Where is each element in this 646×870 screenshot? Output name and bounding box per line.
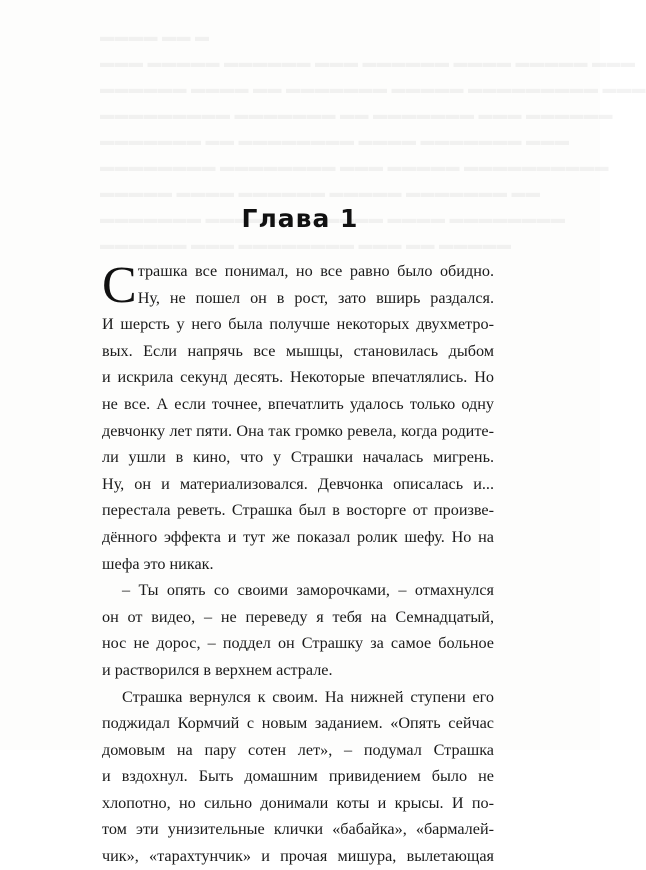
text-line: и растворился в верхнем астрале. (102, 660, 333, 679)
show-through-line (100, 129, 500, 155)
show-through-line (100, 77, 500, 103)
text-line: и искрила секунд десять. Некоторые впечатлялись. Но (102, 368, 494, 387)
text-line: и вздохнул. Быть домашним привидением было не (102, 767, 494, 786)
text-line: – Ты опять со своими заморочками, – отмахнулся (122, 581, 494, 600)
text-line: шефа это никак. (102, 554, 214, 573)
body-text (102, 258, 494, 870)
text-line: не все. А если точнее, впечатлить удалось только одну (102, 394, 494, 413)
text-line: Ну, не пошел он в рост, зато вширь раздался. (137, 288, 494, 307)
paragraph-opening (102, 257, 494, 314)
text-line: дённого эффекта и тут же показал ролик шефу. Но на (102, 527, 494, 546)
show-through-line (100, 155, 500, 181)
text-line: хлопотно, но сильно донимали коты и крысы. И по- (102, 793, 494, 812)
show-through-line (100, 233, 500, 259)
text-line: том эти унизительные клички «бабайка», «бармалей- (102, 820, 494, 839)
show-through-line (100, 51, 500, 77)
text-line: вых. Если напрячь все мышцы, становилась дыбом (102, 341, 494, 360)
chapter-title: Глава 1 (241, 204, 359, 233)
text-line: Ну, он и материализовался. Девчонка описалась и... (102, 474, 494, 493)
text-line: девчонку лет пяти. Она так громко ревела, когда родите- (102, 421, 494, 440)
text-line: перестала реветь. Страшка был в восторге от произве- (102, 501, 494, 520)
text-line: домовым на пару сотен лет», – подумал Страшка (102, 740, 494, 759)
text-line: И шерсть у него была получше некоторых двухметро- (102, 315, 494, 334)
text-line: поджидал Кормчий с новым заданием. «Опять сейчас (102, 714, 494, 733)
text-line: трашка все понимал, но все равно было обидно. (137, 262, 494, 280)
show-through-line (100, 25, 500, 51)
text-line: Страшка вернулся к своим. На нижней ступени его (122, 687, 494, 706)
text-line: нос не дорос, – поддел он Страшку за самое больное (102, 634, 494, 653)
show-through-line (100, 103, 500, 129)
text-line: он от видео, – не переведу я тебя на Семнадцатый, (102, 607, 494, 626)
text-line: чик», «тарахтунчик» и прочая мишура, вылетающая (102, 847, 494, 866)
text-line: ли ушли в кино, что у Страшки началась мигрень. (102, 448, 494, 467)
drop-cap: С (102, 257, 137, 314)
